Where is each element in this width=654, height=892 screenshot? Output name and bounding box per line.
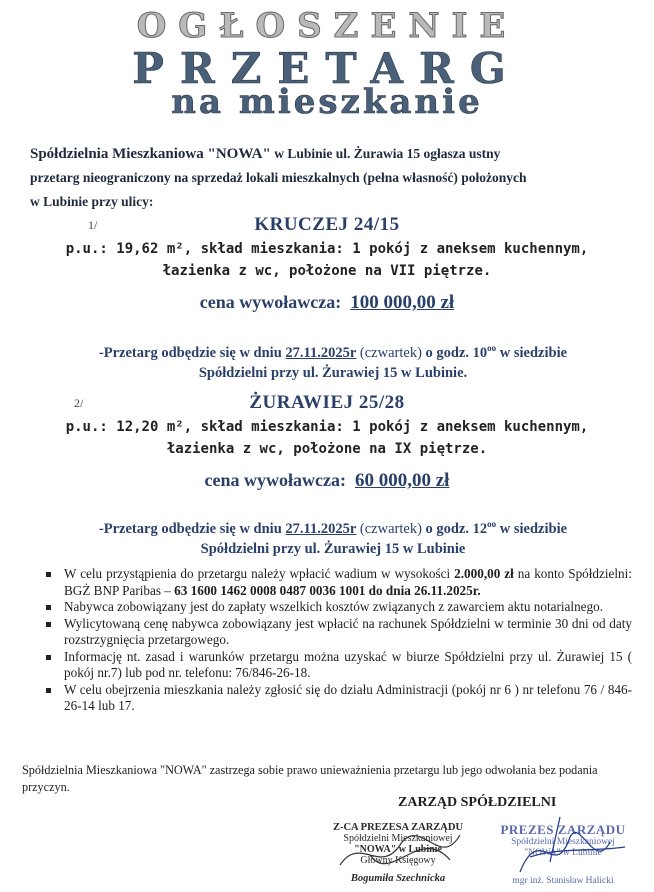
lot-2-auction-time-sup: oo xyxy=(487,519,497,529)
lot-2-auction-place: Spółdzielni przy ul. Żurawiej 15 w Lubinie xyxy=(200,540,466,557)
lot-1-auction-pre: -Przetarg odbędzie się w dniu xyxy=(98,344,286,361)
header-tender: PRZETARG xyxy=(132,44,522,93)
board-heading: ZARZĄD SPÓŁDZIELNI xyxy=(398,795,557,810)
vice-president-org-name: "NOWA" w Lubinie xyxy=(354,844,442,855)
lot-2-desc-line-2: łazienka z wc, położone na IX piętrze. xyxy=(166,441,488,457)
lot-1-auction-time: o godz. 10 xyxy=(421,344,488,361)
lot-1-price xyxy=(0,292,654,314)
lot-1-price-label: cena wywoławcza: xyxy=(199,292,342,312)
deposit-bank: na konto Spółdzielni: BGŻ BNP Paribas – xyxy=(64,566,632,598)
info-text: Informację nt. zasad i warunków przetargu można uzyskać w biurze Spółdzielni przy ul. Żurawiej 15 ( pokój nr.7) lub pod nr. telefonu: 76/846-26-18. xyxy=(64,648,632,680)
deposit-account: 63 1600 1462 0008 0487 0036 1001 do dnia 26.11.2025r. xyxy=(174,582,481,598)
vice-president-stamp xyxy=(318,822,478,884)
president-org: Spółdzielni Mieszkaniowej xyxy=(511,837,615,847)
lot-1-auction-info xyxy=(28,338,638,383)
conditions-list xyxy=(42,566,632,715)
president-title: PREZES ZARZĄDU xyxy=(500,822,626,837)
lot-1-street: KRUCZEJ 24/15 xyxy=(254,214,400,235)
deposit-amount: 2.000,00 zł xyxy=(454,566,514,581)
lot-2-price-label: cena wywoławcza: xyxy=(204,470,346,490)
intro-paragraph xyxy=(30,142,630,214)
deposit-text: W celu przystąpienia do przetargu należy wpłacić wadium w wysokości xyxy=(64,566,455,581)
reservation-clause: Spółdzielnia Mieszkaniowa "NOWA" zastrzega sobie prawo unieważnienia przetargu lub jego odwołania bez podania przyczyn. xyxy=(22,763,598,794)
lot-2-auction-time: o godz. 12 xyxy=(421,520,488,537)
viewing-text: W celu obejrzenia mieszkania należy zgłosić się do działu Administracji (pokój nr 6 ) nr telefonu 76 / 846-26-14 lub 17. xyxy=(64,681,632,713)
vice-president-role: Główny Księgowy xyxy=(360,855,436,866)
header-announcement: OGŁOSZENIE xyxy=(136,6,518,46)
cooperative-name: Spółdzielnia Mieszkaniowa "NOWA" xyxy=(30,146,271,162)
lot-1-description xyxy=(0,238,654,282)
lot-2-auction-pre: -Przetarg odbędzie się w dniu xyxy=(98,520,286,537)
lot-2-desc-line-1: p.u.: 12,20 m², skład mieszkania: 1 pokój z aneksem kuchennym, xyxy=(65,419,589,435)
intro-text-2: przetarg nieograniczony na sprzedaż lokali mieszkalnych (pełna własność) położonych xyxy=(30,170,527,185)
lot-1-number: 1/ xyxy=(88,218,98,232)
list-item xyxy=(42,566,632,599)
lot-2-number: 2/ xyxy=(74,396,84,410)
header-subject: na mieszkanie xyxy=(171,82,483,122)
vice-president-org: Spółdzielni Mieszkaniowej xyxy=(343,833,453,844)
lot-1-auction-date: 27.11.2025r xyxy=(285,344,357,361)
lot-2-auction-info xyxy=(28,514,638,559)
lot-1-price-value: 100 000,00 zł xyxy=(350,292,455,313)
vice-president-name: Bogumiła Szechnicka xyxy=(350,873,446,884)
lot-1-auction-time-sup: oo xyxy=(487,343,497,353)
intro-text-3: w Lubinie przy ulicy: xyxy=(30,194,154,209)
lot-2-auction-date: 27.11.2025r xyxy=(285,520,357,537)
lot-2-auction-post: w siedzibie xyxy=(496,520,568,537)
lot-2-street: ŻURAWIEJ 25/28 xyxy=(249,392,405,413)
lot-2-auction-day: (czwartek) xyxy=(356,520,422,537)
president-name: mgr inż. Stanisław Halicki xyxy=(512,876,614,886)
lot-1-auction-post: w siedzibie xyxy=(496,344,568,361)
lot-2-price-value: 60 000,00 zł xyxy=(355,470,450,491)
list-item xyxy=(42,682,632,715)
list-item xyxy=(42,616,632,649)
vice-president-title: Z-CA PREZESA ZARZĄDU xyxy=(332,822,464,833)
lot-1-auction-day: (czwartek) xyxy=(356,344,422,361)
costs-text: Nabywca zobowiązany jest do zapłaty wszelkich kosztów związanych z zawarciem aktu notarialnego. xyxy=(64,599,603,614)
lot-1-desc-line-2: łazienka z wc, położone na VII piętrze. xyxy=(162,263,492,279)
president-stamp xyxy=(488,823,638,887)
lot-1-auction-place: Spółdzielni przy ul. Żurawiej 15 w Lubinie. xyxy=(198,364,468,381)
lot-1-desc-line-1: p.u.: 19,62 m², skład mieszkania: 1 pokój z aneksem kuchennym, xyxy=(65,241,589,257)
payment-text: Wylicytowaną cenę nabywca zobowiązany jest wpłacić na rachunek Spółdzielni w terminie 30 dni od daty rozstrzygnięcia przetargowego. xyxy=(64,615,632,647)
intro-text-1: w Lubinie ul. Żurawia 15 ogłasza ustny xyxy=(270,146,501,161)
list-item xyxy=(42,649,632,682)
lot-2-price xyxy=(0,470,654,492)
lot-2-description xyxy=(0,416,654,460)
president-org-name: "NOWA" w Lubinie xyxy=(524,847,602,858)
list-item xyxy=(42,599,632,616)
